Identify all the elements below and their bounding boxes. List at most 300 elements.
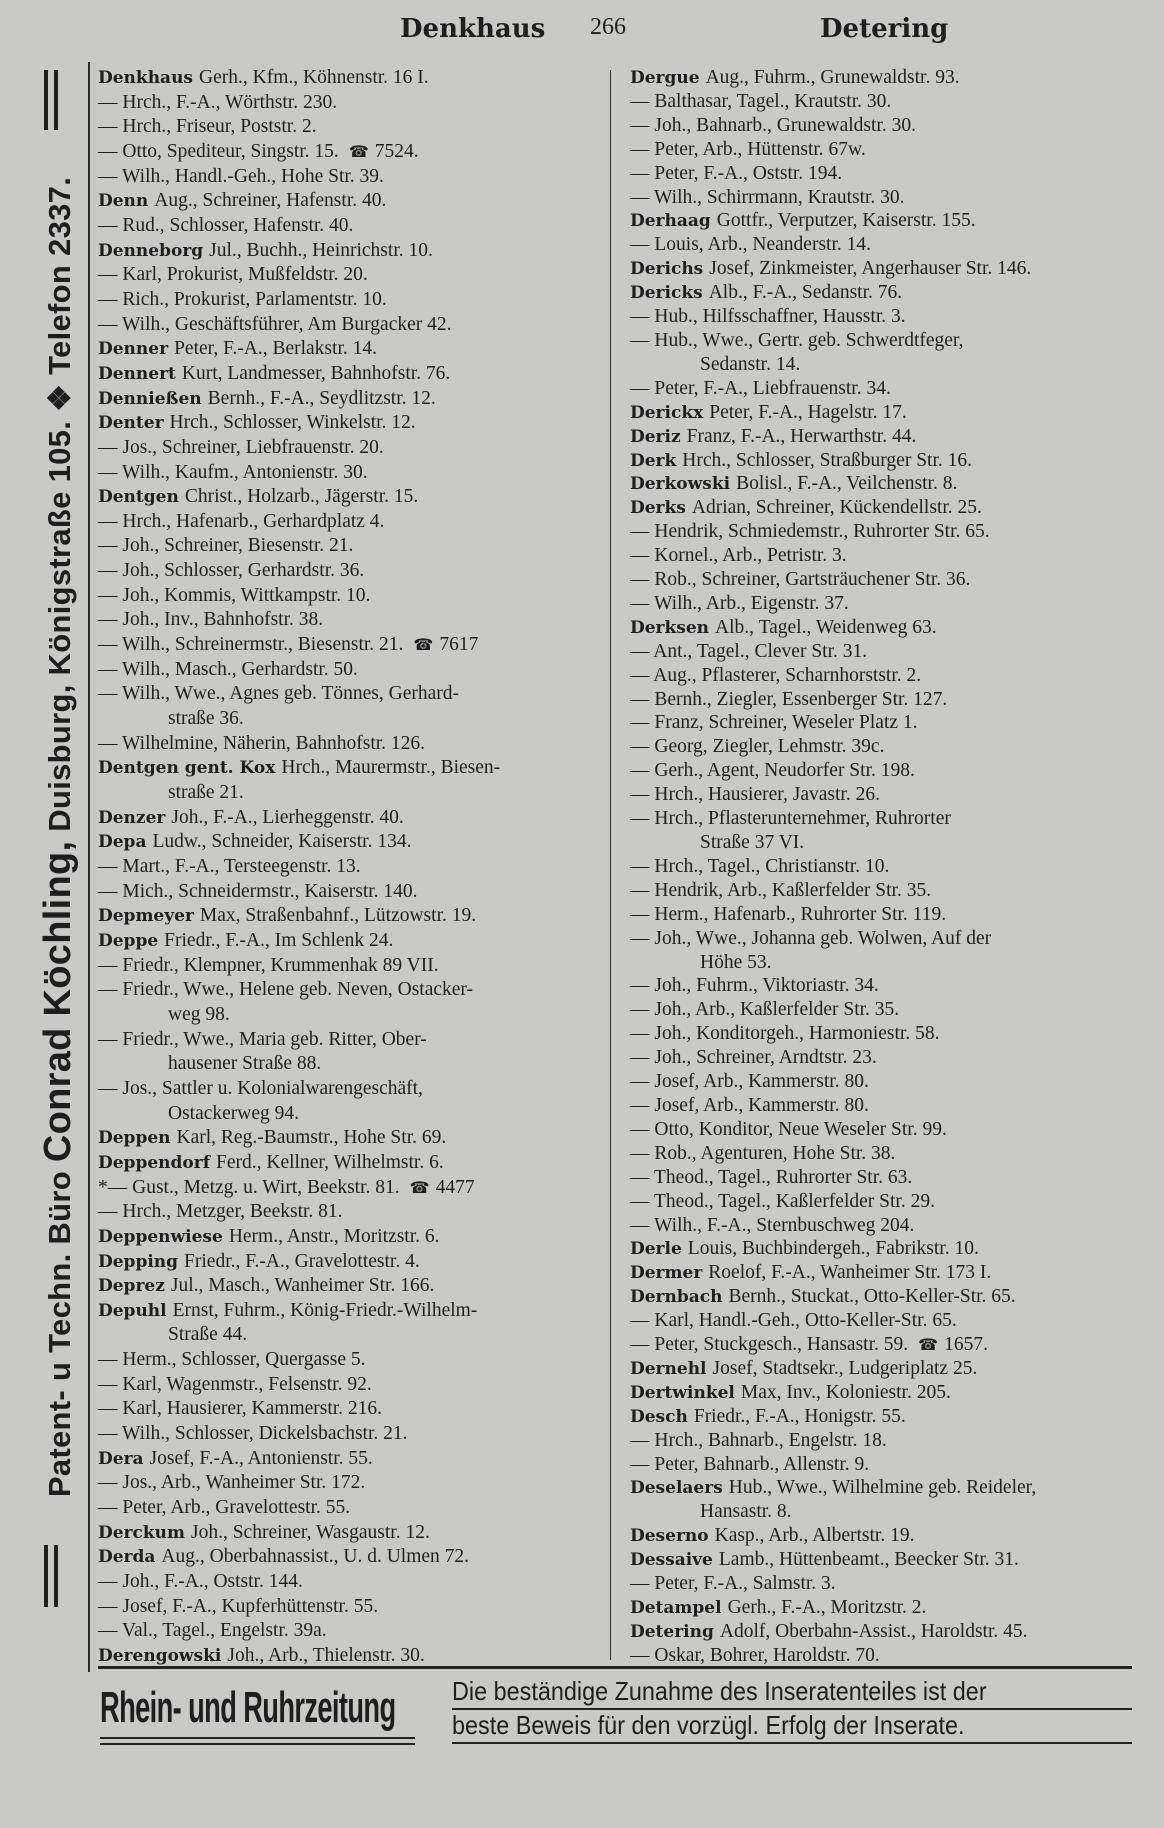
directory-entry [630, 1262, 1140, 1284]
ad-text-line-1: Die beständige Zunahme des Inseratenteiles ist der [452, 1676, 987, 1706]
telephone-icon: ☎ [413, 637, 434, 655]
surname: Desch [630, 1406, 688, 1427]
directory-entry [98, 560, 603, 582]
ad-top-rule [98, 1666, 1132, 1669]
entry-details: Hrch., Schlosser, Winkelstr. 12. [169, 412, 416, 434]
directory-entry-continuation [630, 354, 1140, 376]
surname: Derckum [98, 1522, 185, 1543]
entry-details: — Wilh., Schreinermstr., Biesenstr. 21. [98, 634, 404, 656]
entry-details: Sedanstr. 14. [700, 353, 801, 375]
entry-details: Alb., F.-A., Sedanstr. 76. [708, 282, 903, 304]
entry-details: Adrian, Schreiner, Kückendellstr. 25. [691, 497, 982, 519]
entry-details: Franz, F.-A., Herwarthstr. 44. [686, 425, 917, 447]
directory-entry-continuation [98, 782, 603, 804]
entry-details: Bernh., F.-A., Seydlitzstr. 12. [207, 387, 436, 409]
directory-entry [630, 450, 1140, 472]
directory-entry [98, 609, 603, 631]
directory-entry [630, 1621, 1140, 1643]
entry-details: Hub., Wwe., Wilhelmine geb. Reideler, [728, 1477, 1037, 1499]
directory-entry [98, 437, 603, 459]
entry-details: — Wilh., Geschäftsführer, Am Burgacker 42. [98, 313, 452, 335]
entry-details: — Wilh., Wwe., Agnes geb. Tönnes, Gerhard- [98, 683, 459, 705]
directory-entry [630, 282, 1140, 304]
directory-entry [630, 1454, 1140, 1476]
directory-entry [98, 314, 603, 336]
entry-details: — Wilhelmine, Näherin, Bahnhofstr. 126. [98, 732, 426, 754]
phone-number-value: 7524. [374, 140, 419, 162]
directory-entry [630, 1549, 1140, 1571]
header-right-keyword: Detering [820, 14, 949, 44]
directory-entry [98, 1472, 603, 1494]
entry-details: Höhe 53. [700, 951, 772, 973]
surname: Dessaive [630, 1550, 713, 1571]
directory-entry [630, 210, 1140, 232]
directory-entry [630, 1573, 1140, 1595]
column-divider [610, 70, 611, 1660]
entry-details: — Theod., Tagel., Kaßlerfelder Str. 29. [630, 1190, 935, 1212]
entry-details: Max, Inv., Koloniestr. 205. [740, 1381, 951, 1403]
entry-details: Josef, Stadtsekr., Ludgeriplatz 25. [712, 1357, 978, 1379]
directory-entry [98, 1029, 603, 1051]
directory-entry [630, 115, 1140, 137]
directory-entry [630, 928, 1140, 950]
directory-entry [98, 585, 603, 607]
sidebar-phone: Telefon 2337. [42, 176, 77, 375]
entry-details: Friedr., F.-A., Honigstr. 55. [693, 1405, 906, 1427]
surname: Denzer [98, 807, 166, 828]
surname: Derk [630, 450, 677, 471]
entry-details: Louis, Buchbindergeh., Fabrikstr. 10. [687, 1238, 979, 1260]
entry-details: — Joh., Bahnarb., Grunewaldstr. 30. [630, 114, 916, 136]
directory-entry [98, 1349, 603, 1371]
surname: Dernehl [630, 1358, 707, 1379]
surname: Deserno [630, 1526, 709, 1547]
directory-entry [98, 190, 603, 212]
entry-details: — Joh., Wwe., Johanna geb. Wolwen, Auf der [630, 927, 992, 949]
surname: Denneborg [98, 240, 204, 261]
double-bar-top [44, 70, 48, 130]
entry-details: — Karl, Wagenmstr., Felsenstr. 92. [98, 1373, 372, 1395]
entry-details: — Peter, Arb., Hüttenstr. 67w. [630, 138, 866, 160]
right-column [630, 67, 1140, 1667]
directory-entry [98, 1177, 603, 1199]
surname: Deppenwiese [98, 1226, 223, 1247]
entry-details: — Wilh., F.-A., Sternbuschweg 204. [630, 1214, 915, 1236]
entry-details: Friedr., F.-A., Gravelottestr. 4. [184, 1250, 420, 1272]
entry-details: — Wilh., Kaufm., Antonienstr. 30. [98, 461, 368, 483]
surname: Dertwinkel [630, 1382, 735, 1403]
entry-details: — Otto, Spediteur, Singstr. 15. [98, 140, 339, 162]
entry-details: hausener Straße 88. [168, 1053, 322, 1075]
directory-entry [98, 92, 603, 114]
entry-details: — Rud., Schlosser, Hafenstr. 40. [98, 214, 354, 236]
surname: Dericks [630, 283, 703, 304]
directory-entry-continuation [630, 832, 1140, 854]
directory-entry [98, 659, 603, 681]
entry-details: — Mich., Schneidermstr., Kaiserstr. 140. [98, 880, 418, 902]
directory-entry [630, 1191, 1140, 1213]
sidebar-prefix: Patent- u Techn. Büro [42, 1171, 77, 1498]
surname: Dera [98, 1448, 144, 1469]
entry-details: — Hrch., Friseur, Poststr. 2. [98, 116, 317, 138]
entry-details: Hrch., Schlosser, Straßburger Str. 16. [682, 449, 972, 471]
entry-details: — Peter, F.-A., Salmstr. 3. [630, 1573, 836, 1595]
telephone-icon: ☎ [918, 1337, 939, 1355]
entry-details: Joh., Arb., Thielenstr. 30. [227, 1645, 425, 1666]
directory-entry [630, 880, 1140, 902]
entry-details: straße 36. [168, 708, 244, 730]
directory-entry [630, 1334, 1140, 1356]
directory-entry [630, 1430, 1140, 1452]
entry-details: — Karl, Hausierer, Kammerstr. 216. [98, 1398, 383, 1420]
entry-details: — Hrch., Hafenarb., Gerhardplatz 4. [98, 510, 385, 532]
directory-entry [98, 141, 603, 163]
directory-entry [630, 1310, 1140, 1332]
entry-details: Ostackerweg 94. [168, 1102, 300, 1124]
directory-entry-continuation [98, 1053, 603, 1075]
entry-details: — Georg, Ziegler, Lehmstr. 39c. [630, 736, 885, 758]
surname: Depa [98, 832, 147, 853]
directory-entry [630, 1525, 1140, 1547]
directory-entry [98, 856, 603, 878]
directory-entry [630, 617, 1140, 639]
entry-details: — Rich., Prokurist, Parlamentstr. 10. [98, 288, 387, 310]
directory-entry [98, 1546, 603, 1568]
page-number: 266 [590, 14, 626, 40]
directory-entry [630, 402, 1140, 424]
directory-entry [630, 641, 1140, 663]
directory-entry [630, 1238, 1140, 1260]
entry-details: Max, Straßenbahnf., Lützowstr. 19. [199, 905, 477, 927]
phone-number-value: 1657. [944, 1334, 988, 1356]
newspaper-title: Rhein- und Ruhrzeitung [100, 1683, 396, 1732]
sidebar-address: Duisburg, Königstraße 105. [42, 420, 77, 832]
phone-number [410, 1177, 475, 1198]
directory-entry [630, 234, 1140, 256]
entry-details: — Balthasar, Tagel., Krautstr. 30. [630, 90, 892, 112]
directory-entry-continuation [98, 708, 603, 730]
directory-entry-continuation [98, 1324, 603, 1346]
directory-entry [630, 1071, 1140, 1093]
entry-details: — Wilh., Masch., Gerhardstr. 50. [98, 658, 358, 680]
directory-entry [98, 955, 603, 977]
entry-details: — Joh., Kommis, Wittkampstr. 10. [98, 584, 371, 606]
entry-details: Straße 44. [168, 1324, 248, 1346]
directory-entry [98, 1300, 603, 1322]
entry-details: Gerh., Kfm., Köhnenstr. 16 I. [199, 67, 429, 88]
entry-details: Joh., Schreiner, Wasgaustr. 12. [191, 1521, 430, 1543]
entry-details: — Joh., Konditorgeh., Harmoniestr. 58. [630, 1023, 940, 1045]
entry-details: — Hendrik, Schmiedemstr., Ruhrorter Str. 65. [630, 521, 990, 543]
directory-entry [98, 412, 603, 434]
sidebar-ad-text [36, 127, 80, 1547]
directory-entry [630, 1645, 1140, 1667]
surname: Dennießen [98, 388, 202, 409]
surname: Dentgen gent. Kox [98, 758, 276, 779]
directory-entry [98, 831, 603, 853]
entry-details: — Joh., F.-A., Oststr. 144. [98, 1571, 303, 1593]
entry-details: Bernh., Stuckat., Otto-Keller-Str. 65. [728, 1286, 1016, 1308]
entry-details: Ludw., Schneider, Kaiserstr. 134. [152, 831, 412, 853]
surname: Derengowski [98, 1646, 222, 1666]
directory-entry [630, 67, 1140, 89]
directory-entry [98, 116, 603, 138]
directory-entry [630, 689, 1140, 711]
surname: Denter [98, 413, 164, 434]
surname: Derksen [630, 617, 710, 638]
entry-details: — Gerh., Agent, Neudorfer Str. 198. [630, 760, 915, 782]
directory-entry [98, 1497, 603, 1519]
surname: Derichs [630, 259, 704, 280]
entry-details: — Wilh., Handl.-Geh., Hohe Str. 39. [98, 165, 384, 187]
entry-details: Herm., Anstr., Moritzstr. 6. [228, 1225, 440, 1247]
surname: Deselaers [630, 1478, 723, 1499]
directory-entry [98, 240, 603, 262]
directory-entry [98, 1620, 603, 1642]
entry-details: — Karl, Prokurist, Mußfeldstr. 20. [98, 264, 368, 286]
directory-entry [630, 1477, 1140, 1499]
entry-details: — Hrch., Pflasterunternehmer, Ruhrorter [630, 808, 951, 830]
entry-details: *— Gust., Metzg. u. Wirt, Beekstr. 81. [98, 1176, 400, 1198]
header-left-keyword: Denkhaus [400, 14, 546, 44]
entry-details: — Aug., Pflasterer, Scharnhorststr. 2. [630, 664, 922, 686]
surname: Detampel [630, 1598, 722, 1618]
directory-entry [98, 634, 603, 656]
entry-details: Straße 37 VI. [700, 832, 805, 853]
directory-entry [98, 1078, 603, 1100]
directory-entry [98, 1201, 603, 1223]
surname: Dergue [630, 68, 700, 88]
ad-text-rule [452, 1742, 1132, 1744]
directory-entry [98, 1448, 603, 1470]
surname: Denkhaus [98, 68, 194, 88]
entry-details: — Peter, F.-A., Oststr. 194. [630, 162, 843, 184]
entry-details: — Herm., Schlosser, Quergasse 5. [98, 1349, 366, 1371]
directory-entry [98, 166, 603, 188]
directory-entry [630, 736, 1140, 758]
directory-entry [98, 1596, 603, 1618]
telephone-icon: ☎ [348, 143, 369, 161]
entry-details: Gottfr., Verputzer, Kaiserstr. 155. [716, 210, 976, 232]
entry-details: — Jos., Schreiner, Liebfrauenstr. 20. [98, 436, 384, 458]
directory-entry [98, 1374, 603, 1396]
entry-details: Lamb., Hüttenbeamt., Beecker Str. 31. [718, 1549, 1019, 1571]
entry-details: — Peter, Stuckgesch., Hansastr. 59. [630, 1334, 909, 1356]
surname: Derhaag [630, 211, 711, 232]
directory-entry [630, 808, 1140, 830]
directory-entry [630, 473, 1140, 495]
directory-entry [630, 1597, 1140, 1619]
entry-details: — Wilh., Schlosser, Dickelsbachstr. 21. [98, 1423, 408, 1445]
surname: Denner [98, 339, 169, 360]
directory-entry [98, 1398, 603, 1420]
entry-details: Peter, F.-A., Berlakstr. 14. [174, 338, 377, 360]
entry-details: — Joh., Inv., Bahnhofstr. 38. [98, 609, 324, 631]
double-bar-bottom [54, 1545, 58, 1607]
telephone-icon: ☎ [409, 1179, 430, 1197]
ad-text-line-2: beste Beweis für den vorzügl. Erfolg der Inserate. [452, 1710, 965, 1740]
surname: Dernbach [630, 1287, 723, 1308]
directory-entry [630, 999, 1140, 1021]
directory-entry-continuation [98, 1103, 603, 1125]
entry-details: weg 98. [168, 1003, 230, 1025]
entry-details: Roelof, F.-A., Wanheimer Str. 173 I. [708, 1262, 992, 1284]
directory-entry [630, 1358, 1140, 1380]
left-margin-rule [88, 62, 90, 1672]
surname: Derda [98, 1547, 156, 1568]
directory-entry [630, 975, 1140, 997]
entry-details: Ferd., Kellner, Wilhelmstr. 6. [216, 1151, 444, 1173]
directory-entry [98, 881, 603, 903]
directory-entry [630, 91, 1140, 113]
directory-entry [98, 683, 603, 705]
surname: Denn [98, 191, 149, 212]
entry-details: — Hrch., Bahnarb., Engelstr. 18. [630, 1429, 887, 1451]
directory-entry [98, 289, 603, 311]
surname: Depuhl [98, 1300, 167, 1321]
directory-entry [98, 1275, 603, 1297]
surname: Deppen [98, 1128, 171, 1149]
entry-details: Joh., F.-A., Lierheggenstr. 40. [171, 806, 404, 828]
entry-details: — Jos., Arb., Wanheimer Str. 172. [98, 1472, 366, 1494]
entry-details: Ernst, Fuhrm., König-Friedr.-Wilhelm- [172, 1299, 478, 1321]
entry-details: — Jos., Sattler u. Kolonialwarengeschäft, [98, 1077, 423, 1099]
entry-details: Kurt, Landmesser, Bahnhofstr. 76. [181, 362, 451, 384]
entry-details: — Joh., Schreiner, Arndtstr. 23. [630, 1047, 877, 1069]
entry-details: — Friedr., Klempner, Krummenhak 89 VII. [98, 954, 439, 976]
directory-entry [630, 1023, 1140, 1045]
directory-entry [98, 1127, 603, 1149]
entry-details: — Hub., Wwe., Gertr. geb. Schwerdtfeger, [630, 329, 964, 351]
entry-details: — Val., Tagel., Engelstr. 39a. [98, 1620, 327, 1642]
directory-entry [630, 1382, 1140, 1404]
entry-details: Kasp., Arb., Albertstr. 19. [714, 1525, 915, 1547]
entry-details: — Josef, Arb., Kammerstr. 80. [630, 1071, 869, 1093]
entry-details: Peter, F.-A., Hagelstr. 17. [709, 401, 907, 423]
phone-number-value: 7617 [439, 634, 479, 656]
directory-entry [98, 511, 603, 533]
entry-details: — Otto, Konditor, Neue Weseler Str. 99. [630, 1118, 947, 1140]
directory-entry [98, 757, 603, 779]
surname: Dermer [630, 1263, 703, 1284]
entry-details: — Hub., Hilfsschaffner, Hausstr. 3. [630, 306, 906, 328]
directory-entry [98, 486, 603, 508]
directory-entry [630, 904, 1140, 926]
entry-details: Karl, Reg.-Baumstr., Hohe Str. 69. [176, 1127, 447, 1149]
entry-details: straße 21. [168, 782, 244, 804]
directory-entry [630, 1215, 1140, 1237]
sidebar-separator: ❖ [42, 383, 77, 412]
directory-entry [630, 593, 1140, 615]
directory-entry [630, 1406, 1140, 1428]
surname: Dennert [98, 363, 176, 384]
entry-details: — Joh., Arb., Kaßlerfelder Str. 35. [630, 999, 900, 1021]
directory-entry [98, 905, 603, 927]
directory-entry-continuation [98, 1004, 603, 1026]
directory-entry [630, 712, 1140, 734]
surname: Detering [630, 1621, 714, 1642]
directory-entry [630, 306, 1140, 328]
title-underline [100, 1743, 415, 1745]
directory-entry [98, 264, 603, 286]
entry-details: — Louis, Arb., Neanderstr. 14. [630, 234, 872, 256]
directory-entry [98, 1226, 603, 1248]
entry-details: — Wilh., Arb., Eigenstr. 37. [630, 592, 849, 614]
phone-number [918, 1334, 988, 1355]
phone-number [349, 141, 419, 162]
entry-details: Adolf, Oberbahn-Assist., Haroldstr. 45. [719, 1620, 1028, 1642]
sidebar-company-name: Conrad Köchling, [37, 840, 79, 1163]
directory-entry [98, 338, 603, 360]
entry-details: — Bernh., Ziegler, Essenberger Str. 127. [630, 688, 948, 710]
entry-details: — Peter, F.-A., Liebfrauenstr. 34. [630, 377, 891, 399]
directory-entry-continuation [630, 1501, 1140, 1523]
double-bar-top [54, 70, 58, 130]
entry-details: Alb., Tagel., Weidenweg 63. [715, 616, 937, 638]
entry-details: Josef, Zinkmeister, Angerhauser Str. 146. [709, 258, 1032, 280]
directory-entry [630, 258, 1140, 280]
entry-details: — Hrch., Hausierer, Javastr. 26. [630, 784, 880, 806]
entry-details: Jul., Masch., Wanheimer Str. 166. [170, 1275, 435, 1297]
entry-details: Hansastr. 8. [700, 1501, 792, 1523]
entry-details: — Peter, Bahnarb., Allenstr. 9. [630, 1453, 870, 1475]
directory-entry [630, 187, 1140, 209]
directory-entry-continuation [630, 952, 1140, 974]
directory-entry [98, 979, 603, 1001]
entry-details: — Josef, F.-A., Kupferhüttenstr. 55. [98, 1595, 379, 1617]
directory-entry [630, 139, 1140, 161]
entry-details: — Franz, Schreiner, Weseler Platz 1. [630, 712, 918, 734]
directory-entry [98, 807, 603, 829]
entry-details: Hrch., Maurermstr., Biesen- [281, 757, 501, 779]
directory-entry [630, 856, 1140, 878]
entry-details: Aug., Fuhrm., Grunewaldstr. 93. [705, 67, 960, 88]
directory-entry [98, 388, 603, 410]
directory-entry [630, 378, 1140, 400]
directory-entry [630, 569, 1140, 591]
title-underline [100, 1737, 415, 1739]
directory-entry [630, 330, 1140, 352]
directory-entry [630, 163, 1140, 185]
surname: Derle [630, 1239, 682, 1260]
directory-entry [98, 363, 603, 385]
entry-details: Josef, F.-A., Antonienstr. 55. [149, 1447, 373, 1469]
directory-entry [630, 426, 1140, 448]
entry-details: Bolisl., F.-A., Veilchenstr. 8. [736, 473, 958, 495]
directory-entry [630, 1119, 1140, 1141]
entry-details: — Friedr., Wwe., Maria geb. Ritter, Ober- [98, 1028, 427, 1050]
surname: Deppe [98, 930, 159, 951]
entry-details: — Hendrik, Arb., Kaßlerfelder Str. 35. [630, 879, 932, 901]
entry-details: — Rob., Schreiner, Gartsträuchener Str. 36. [630, 569, 971, 591]
entry-details: — Ant., Tagel., Clever Str. 31. [630, 640, 868, 662]
entry-details: Jul., Buchh., Heinrichstr. 10. [209, 239, 433, 261]
directory-entry [98, 733, 603, 755]
surname: Deriz [630, 426, 681, 447]
phone-number [413, 634, 478, 655]
entry-details: Aug., Schreiner, Hafenstr. 40. [154, 190, 387, 212]
directory-entry [98, 1251, 603, 1273]
left-column [98, 67, 603, 1667]
entry-details: — Hrch., Tagel., Christianstr. 10. [630, 855, 890, 877]
entry-details: — Friedr., Wwe., Helene geb. Neven, Ostacker- [98, 979, 474, 1001]
directory-entry [630, 497, 1140, 519]
entry-details: — Josef, Arb., Kammerstr. 80. [630, 1094, 869, 1116]
double-bar-bottom [44, 1545, 48, 1607]
entry-details: — Joh., Fuhrm., Viktoriastr. 34. [630, 975, 879, 997]
entry-details: Christ., Holzarb., Jägerstr. 15. [184, 486, 419, 508]
directory-entry [98, 1152, 603, 1174]
